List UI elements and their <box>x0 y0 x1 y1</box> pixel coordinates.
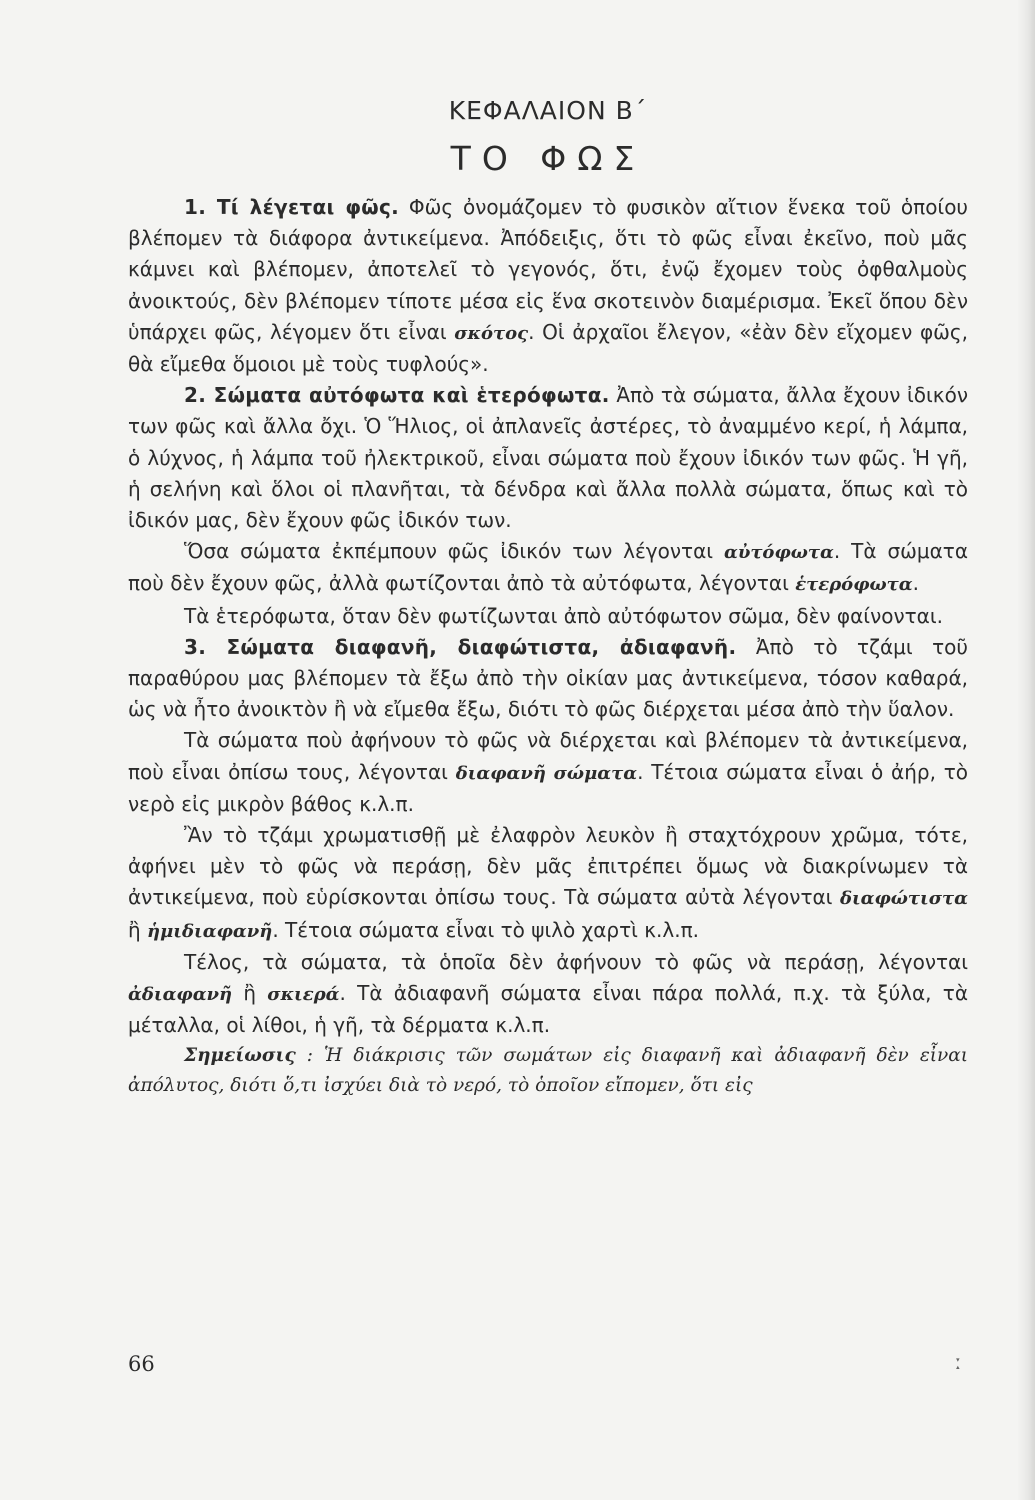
section-3-text: Ἀπὸ τὸ τζάμι τοῦ παραθύρου μας βλέπομεν τὰ ἔξω ἀπὸ τὴν οἰκίαν μας ἀντικείμενα, τόσον καθαρά, ὡς νὰ ἦτο ἀνοικτὸν ἢ νὰ εἴμεθα ἔξω, διότι τὸ φῶς διέρχεται μέσα ἀπὸ τὴν ὕαλον. <box>128 634 968 722</box>
term-adiafani: ἀδιαφανῆ <box>128 984 233 1006</box>
chapter-title: ΤΟ ΦΩΣ <box>450 139 646 178</box>
section-3-paragraph-3 <box>128 820 968 947</box>
section-3-text-2a: Τὰ σώματα ποὺ ἀφήνουν τὸ φῶς νὰ διέρχεται καὶ βλέπομεν τὰ ἀντικείμενα, ποὺ εἶναι ὀπίσω τους, λέγονται <box>128 728 968 784</box>
page-edge-shadow <box>1017 0 1035 1500</box>
section-3-text-3a: Ἂν τὸ τζάμι χρωματισθῇ μὲ ἐλαφρὸν λευκὸν ἢ σταχτόχρουν χρῶμα, τότε, ἀφήνει μὲν τὸ φῶς νὰ περάσῃ, δὲν μᾶς ἐπιτρέπει ὅμως νὰ διακρίνωμεν τὰ ἀντικείμενα, ποὺ εὑρίσκονται ὀπίσω τους. Τὰ σώματα αὐτὰ λέγονται <box>128 823 968 910</box>
section-1-text-b: . Οἱ ἀρχαῖοι ἔλεγον, «ἐὰν δὲν εἴχομεν φῶς, θὰ εἴμεθα ὅμοιοι μὲ τοὺς τυφλούς». <box>128 319 969 377</box>
section-2-text: Ἀπὸ τὰ σώματα, ἄλλα ἔχουν ἰδικόν των φῶς καὶ ἄλλα ὄχι. Ὁ Ἥλιος, οἱ ἀπλανεῖς ἀστέρες, τὸ ἀναμμένο κερί, ἡ λάμπα, ὁ λύχνος, ἡ λάμπα τοῦ ἠλεκτρικοῦ, εἶναι σώματα ποὺ ἔχουν ἰδικόν των φῶς. Ἡ γῆ, ἡ σελήνη καὶ ὅλοι οἱ πλανῆται, τὰ δένδρα καὶ ἄλλα πολλὰ σώματα, ὅπως καὶ τὸ ἰδικόν μας, δὲν ἔχουν φῶς ἰδικόν των. <box>128 383 968 533</box>
section-3-text-4a: Τέλος, τὰ σώματα, τὰ ὁποῖα δὲν ἀφήνουν τὸ φῶς νὰ περάσῃ, λέγονται <box>184 949 968 974</box>
page-body <box>128 96 968 1101</box>
section-2-text-2a: Ὅσα σώματα ἐκπέμπουν φῶς ἰδικόν των λέγονται <box>184 539 724 564</box>
section-2-heading: 2. Σώματα αὐτόφωτα καὶ ἑτερόφωτα. <box>184 383 610 408</box>
section-3-text-3mid: ἢ <box>128 917 148 942</box>
term-autofota: αὐτόφωτα <box>723 542 834 564</box>
term-diafotista: διαφώτιστα <box>839 888 968 910</box>
term-imidiafani: ἡμιδιαφανῆ <box>147 920 273 942</box>
note-paragraph <box>128 1041 968 1101</box>
section-3-text-2b: . Τέτοια σώματα εἶναι ὁ ἀήρ, τὸ νερὸ εἰς μικρὸν βάθος κ.λ.π. <box>128 759 968 816</box>
note-text: : Ἡ διάκρισις τῶν σωμάτων εἰς διαφανῆ καὶ ἀδιαφανῆ δὲν εἶναι ἀπόλυτος, διότι ὅ,τι ἰσχύει διὰ τὸ νερό, τὸ ὁποῖον εἴπομεν, ὅτι εἰς <box>128 1045 968 1097</box>
section-3-paragraph <box>128 632 968 726</box>
term-skiera: σκιερά <box>267 984 340 1006</box>
section-2-text-2c: . <box>912 571 919 596</box>
section-3-paragraph-4 <box>128 947 968 1042</box>
section-1-text-a: Φῶς ὀνομάζομεν τὸ φυσικὸν αἴτιον ἕνεκα τοῦ ὁποίου βλέπομεν τὰ διάφορα ἀντικείμενα. Ἀπόδειξις, ὅτι τὸ φῶς εἶναι ἐκεῖνο, ποὺ μᾶς κάμνει καὶ βλέπομεν, ἀποτελεῖ τὸ γεγονός, ὅτι, ἐνῷ ἔχομεν τοὺς ὀφθαλμοὺς ἀνοικτούς, δὲν βλέπομεν τίποτε μέσα εἰς ἕνα σκοτεινὸν διαμέρισμα. Ἐκεῖ ὅπου δὲν ὑπάρχει φῶς, λέγομεν ὅτι εἶναι <box>128 195 969 344</box>
section-3-text-3b: . Τέτοια σώματα εἶναι τὸ ψιλὸ χαρτὶ κ.λ.π. <box>272 917 699 942</box>
section-3-paragraph-2 <box>128 725 968 820</box>
section-3-text-4b: . Τὰ ἀδιαφανῆ σώματα εἶναι πάρα πολλά, π.χ. τὰ ξύλα, τὰ μέταλλα, οἱ λίθοι, ἡ γῆ, τὰ δέρματα κ.λ.π. <box>128 981 969 1038</box>
term-diafani-somata: διαφανῆ σώματα <box>455 762 638 784</box>
note-label: Σημείωσις <box>184 1045 296 1067</box>
term-eterofota: ἑτερόφωτα <box>795 574 913 596</box>
section-2-text-2b: . Τὰ σώματα ποὺ δὲν ἔχουν φῶς, ἀλλὰ φωτίζονται ἀπὸ τὰ αὐτόφωτα, λέγονται <box>128 539 969 596</box>
section-3-heading: 3. Σώματα διαφανῆ, διαφώτιστα, ἀδιαφανῆ. <box>184 634 737 659</box>
section-1-heading: 1. Τί λέγεται φῶς. <box>184 195 400 219</box>
section-1-paragraph <box>128 192 968 380</box>
page-number: 66 <box>128 1352 155 1376</box>
section-2-paragraph-2 <box>128 536 968 600</box>
section-2-paragraph-3: Τὰ ἑτερόφωτα, ὅταν δὲν φωτίζωνται ἀπὸ αὐτόφωτον σῶμα, δὲν φαίνονται. <box>184 603 943 628</box>
term-skotos: σκότος <box>454 322 529 344</box>
section-2-paragraph <box>128 380 968 536</box>
chapter-heading: ΚΕΦΑΛΑΙΟΝ Β΄ <box>448 96 648 125</box>
section-3-text-4mid: ἢ <box>232 981 268 1006</box>
margin-mark: ː <box>955 1350 962 1374</box>
